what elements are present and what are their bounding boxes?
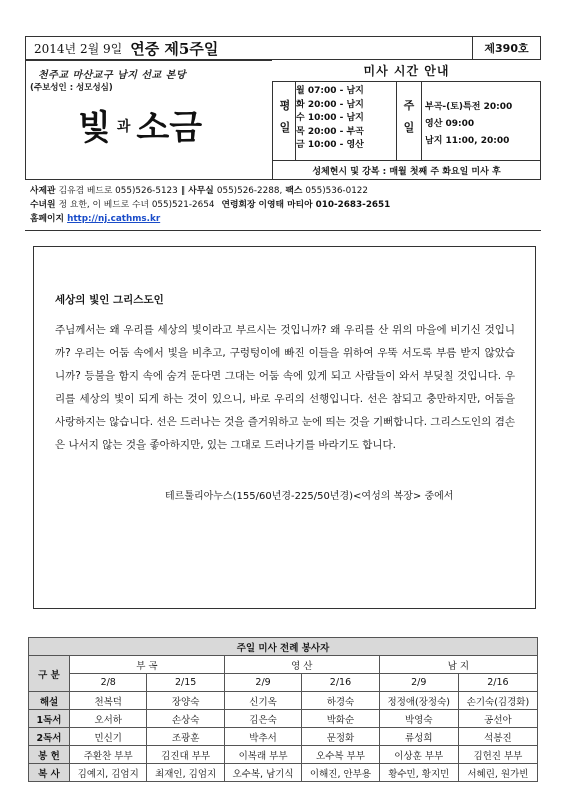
contact-line: 사제관 김유겸 베드로 055)526-5123 ‖ 사무실 055)526-2288, 팩스 055)536-0122 bbox=[30, 186, 368, 196]
date-header: 2/8 bbox=[70, 674, 147, 692]
date-header: 2/9 bbox=[379, 674, 458, 692]
weekday-mass-item: 목 20:00 - 부곡 bbox=[296, 126, 364, 137]
table-cell: 김헌진 부부 bbox=[458, 746, 537, 764]
table-cell: 손상숙 bbox=[147, 710, 224, 728]
table-cell: 이상훈 부부 bbox=[379, 746, 458, 764]
table-cell: 주환찬 부부 bbox=[70, 746, 147, 764]
header-date-bar bbox=[25, 36, 473, 60]
table-row bbox=[29, 728, 538, 746]
table-row bbox=[29, 746, 538, 764]
convent-label: 수녀원 bbox=[30, 200, 56, 210]
article-source: 테르툴리아누스(155/60년경-225/50년경)<여성의 복장> 중에서 bbox=[165, 491, 454, 502]
liturgy-servers-table bbox=[28, 637, 538, 782]
title-and: 과 bbox=[116, 119, 131, 135]
fax-number: 055)536-0122 bbox=[305, 186, 368, 196]
table-cell: 문정화 bbox=[302, 728, 379, 746]
table-row bbox=[29, 764, 538, 782]
mass-schedule-heading: 미사 시간 안내 bbox=[272, 60, 541, 82]
group-header-yeongsan: 영 산 bbox=[224, 656, 379, 674]
article-title: 세상의 빛인 그리스도인 bbox=[55, 294, 164, 306]
adoration-notice: 성체현시 및 강복 : 매월 첫째 주 화요일 미사 후 bbox=[272, 160, 541, 180]
table-corner-header: 구 분 bbox=[29, 656, 70, 692]
convent-phone: 정 요한, 이 베드로 수녀 055)521-2654 bbox=[58, 200, 215, 210]
weekday-mass-item: 금 10:00 - 영산 bbox=[296, 140, 364, 150]
week-title: 연중 제5주일 bbox=[130, 39, 219, 58]
contact-line bbox=[30, 198, 390, 212]
weekday-mass-item: 수 10:00 - 남지 bbox=[296, 113, 364, 123]
weekday-mass-list bbox=[296, 85, 364, 153]
table-cell: 김진대 부부 bbox=[147, 746, 224, 764]
issue-date: 2014년 2월 9일 bbox=[34, 41, 123, 56]
table-cell: 김은숙 bbox=[224, 710, 301, 728]
patron-saint: (주보성인 : 성모성심) bbox=[30, 83, 113, 93]
table-cell: 하경숙 bbox=[302, 692, 379, 710]
parish-name: 천주교 마산교구 남지 선교 본당 bbox=[38, 70, 187, 81]
table-cell: 최재인, 김엄지 bbox=[147, 764, 224, 782]
contact-line bbox=[30, 212, 390, 226]
weekday-mass-item: 화 20:00 - 남지 bbox=[296, 99, 364, 110]
rectory-phone: 김유겸 베드로 055)526-5123 bbox=[58, 186, 178, 196]
servers-table-caption: 주일 미사 전례 봉사자 bbox=[29, 638, 538, 656]
weekday-mass-item: 월 07:00 - 남지 bbox=[296, 86, 364, 96]
table-cell: 천복덕 bbox=[70, 692, 147, 710]
weekday-label: 평일 bbox=[279, 99, 291, 134]
issue-number: 제390호 bbox=[473, 36, 541, 60]
table-cell: 서혜린, 원가빈 bbox=[458, 764, 537, 782]
contact-info bbox=[30, 184, 390, 226]
table-row bbox=[29, 710, 538, 728]
office-label: 사무실 bbox=[188, 186, 214, 196]
table-cell: 류성희 bbox=[379, 728, 458, 746]
rectory-label: 사제관 bbox=[30, 186, 56, 196]
table-cell: 이복래 부부 bbox=[224, 746, 301, 764]
group-header-bugok: 부 곡 bbox=[70, 656, 225, 674]
sunday-mass-item: 남지 11:00, 20:00 bbox=[425, 136, 510, 146]
table-cell: 오서하 bbox=[70, 710, 147, 728]
title-salt: 소금 bbox=[136, 108, 203, 148]
table-cell: 공선아 bbox=[458, 710, 537, 728]
table-cell: 이해진, 안부용 bbox=[302, 764, 379, 782]
table-cell: 박화순 bbox=[302, 710, 379, 728]
table-cell: 석봉진 bbox=[458, 728, 537, 746]
table-cell: 정정애(장정숙) bbox=[379, 692, 458, 710]
table-cell: 오수복, 남기식 bbox=[224, 764, 301, 782]
table-cell: 황수민, 황지민 bbox=[379, 764, 458, 782]
article-body: 주님께서는 왜 우리를 세상의 빛이라고 부르시는 것입니까? 왜 우리를 산 위의 마을에 비기신 것입니까? 우리는 어둠 속에서 빛을 비추고, 구렁텅이에 빠진 이들을 위하여 우뚝 서도록 부름 받지 않았습니까? 등불을 함지 속에 숨겨 둔다면 그대는 어둠 속에 있게 되고 사람들이 와서 부딪칠 것입니다. 우리를 세상의 빛이 되게 하는 것이 있으니, 바로 우리의 선행입니다. 선은 참되고 충만하지만, 어둠을 사랑하지는 않습니다. 선은 드러나는 것을 즐거워하고 눈에 띄는 것을 기뻐합니다. 그리스도인의 겸손은 나서지 않는 것을 좋아하지만, 있는 그대로 드러나기를 바라기도 합니다. bbox=[55, 324, 515, 451]
sunday-mass-item: 영산 09:00 bbox=[425, 119, 475, 129]
table-row bbox=[29, 692, 538, 710]
table-cell: 신기옥 bbox=[224, 692, 301, 710]
fax-label: 팩스 bbox=[285, 186, 303, 196]
date-header: 2/9 bbox=[224, 674, 301, 692]
row-label: 복 사 bbox=[29, 764, 70, 782]
table-cell: 장양숙 bbox=[147, 692, 224, 710]
sunday-mass-item: 부곡-(토)특전 20:00 bbox=[425, 102, 513, 112]
date-header: 2/16 bbox=[302, 674, 379, 692]
table-cell: 박추서 bbox=[224, 728, 301, 746]
homepage-label: 홈페이지 bbox=[30, 214, 64, 224]
bulletin-title bbox=[78, 100, 202, 149]
row-label: 해설 bbox=[29, 692, 70, 710]
table-cell: 손기숙(김경화) bbox=[458, 692, 537, 710]
sunday-mass-list bbox=[425, 99, 512, 150]
row-label: 봉 헌 bbox=[29, 746, 70, 764]
table-cell: 박영숙 bbox=[379, 710, 458, 728]
row-label: 1독서 bbox=[29, 710, 70, 728]
group-header-namji: 남 지 bbox=[379, 656, 537, 674]
sunday-label: 주일 bbox=[403, 99, 415, 134]
funeral-society-contact: 연령회장 이영태 마티아 010-2683-2651 bbox=[221, 200, 391, 210]
homepage-link[interactable]: http://nj.cathms.kr bbox=[67, 214, 161, 224]
table-cell: 조광훈 bbox=[147, 728, 224, 746]
table-cell: 오수복 부부 bbox=[302, 746, 379, 764]
row-label: 2독서 bbox=[29, 728, 70, 746]
date-header: 2/16 bbox=[458, 674, 537, 692]
contact-divider bbox=[25, 230, 541, 231]
date-header: 2/15 bbox=[147, 674, 224, 692]
title-light: 빛 bbox=[78, 108, 111, 148]
table-cell: 김예지, 김엄지 bbox=[70, 764, 147, 782]
table-cell: 민신기 bbox=[70, 728, 147, 746]
office-phone: 055)526-2288, bbox=[216, 186, 283, 196]
